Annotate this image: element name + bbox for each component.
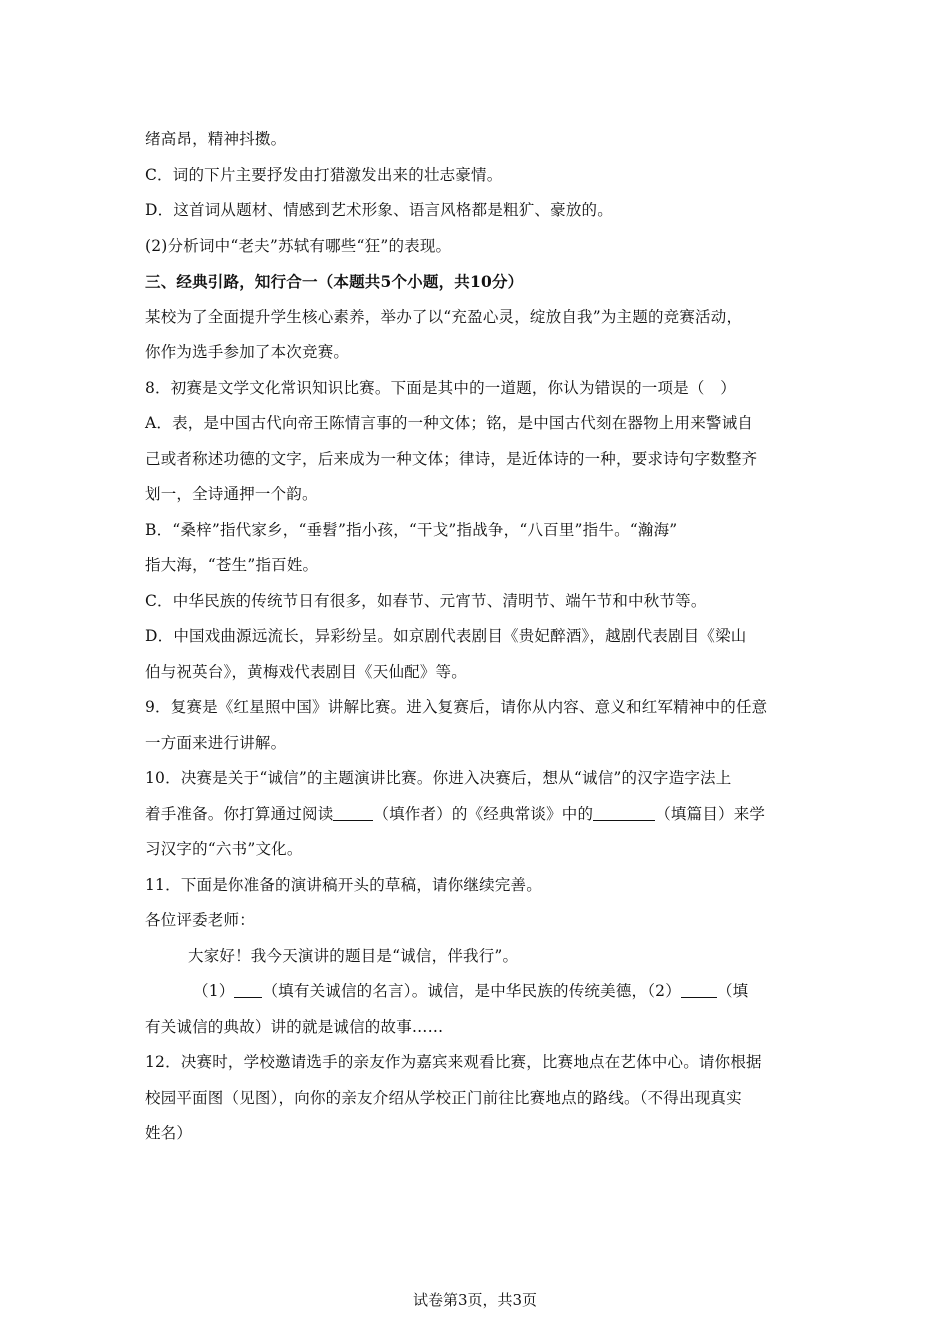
text-span: （填 (716, 982, 749, 1000)
story-blank[interactable] (681, 979, 717, 998)
option-a-line: 己或者称述功德的文字，后来成为一种文体；律诗，是近体诗的一种，要求诗句字数整齐 (145, 449, 758, 468)
text-span: （填作者）的《经典常谈》中的 (373, 804, 594, 823)
text-span: （填有关诚信的名言）。诚信，是中华民族的传统美德，（2） (262, 982, 681, 1000)
option-a-line: 划一，全诗通押一个韵。 (145, 485, 318, 503)
author-blank[interactable] (333, 802, 373, 821)
question-12: 姓名） (145, 1124, 193, 1142)
speech-fill-line (145, 974, 810, 1010)
option-b-line: 指大海，“苍生”指百姓。 (145, 556, 319, 574)
quote-blank[interactable] (234, 979, 262, 998)
option-d-line: D．中国戏曲源远流长，异彩纷呈。如京剧代表剧目《贵妃醉酒》，越剧代表剧目《梁山 (145, 627, 747, 645)
text-span: （1） (193, 982, 235, 1000)
intro-line: 某校为了全面提升学生核心素养，举办了以“充盈心灵，绽放自我”为主题的竞赛活动， (145, 307, 743, 326)
speech-line: 有关诚信的典故）讲的就是诚信的故事…… (145, 1017, 444, 1036)
page-content (145, 122, 810, 1152)
section-three-heading: 三、经典引路，知行合一（本题共5个小题，共10分） (145, 272, 524, 291)
question-9: 一方面来进行讲解。 (145, 733, 287, 752)
question-9: 9．复赛是《红星照中国》讲解比赛。进入复赛后，请你从内容、意义和红军精神中的任意 (145, 698, 768, 716)
question-12: 12．决赛时，学校邀请选手的亲友作为嘉宾来观看比赛，比赛地点在艺体中心。请你根据 (145, 1053, 762, 1071)
page-footer: 试卷第3页，共3页 (412, 1291, 538, 1309)
speech-greeting: 大家好！我今天演讲的题目是“诚信，伴我行”。 (188, 946, 519, 965)
question-8: 8．初赛是文学文化常识知识比赛。下面是其中的一道题，你认为错误的一项是（ ） (145, 378, 736, 397)
option-d-line: D．这首词从题材、情感到艺术形象、语言风格都是粗犷、豪放的。 (145, 201, 613, 219)
chapter-blank[interactable] (593, 802, 655, 821)
option-b-line: B．“桑梓”指代家乡，“垂髫”指小孩，“干戈”指战争，“八百里”指牛。“瀚海” (145, 520, 678, 539)
question-10-fill-line (145, 797, 810, 833)
text-line: 绪高昂，精神抖擞。 (145, 130, 287, 148)
question-11: 11．下面是你准备的演讲稿开头的草稿，请你继续完善。 (145, 875, 542, 894)
text-span: 着手准备。你打算通过阅读 (145, 804, 334, 823)
option-a-line: A．表，是中国古代向帝王陈情言事的一种文体；铭，是中国古代刻在器物上用来警诫自 (145, 414, 753, 432)
question-7-2: (2)分析词中“老夫”苏轼有哪些“狂”的表现。 (145, 236, 452, 255)
question-12: 校园平面图（见图），向你的亲友介绍从学校正门前往比赛地点的路线。（不得出现真实 (145, 1088, 742, 1107)
question-10: 习汉字的“六书”文化。 (145, 840, 303, 858)
intro-line: 你作为选手参加了本次竞赛。 (145, 343, 350, 361)
speech-salutation: 各位评委老师： (145, 911, 255, 929)
option-c-line: C．词的下片主要抒发由打猎激发出来的壮志豪情。 (145, 165, 503, 184)
option-d-line: 伯与祝英台》，黄梅戏代表剧目《天仙配》等。 (145, 662, 467, 681)
option-c-line: C．中华民族的传统节日有很多，如春节、元宵节、清明节、端午节和中秋节等。 (145, 591, 707, 610)
text-span: （填篇目）来学 (655, 804, 766, 823)
question-10: 10．决赛是关于“诚信”的主题演讲比赛。你进入决赛后，想从“诚信”的汉字造字法上 (145, 769, 732, 787)
